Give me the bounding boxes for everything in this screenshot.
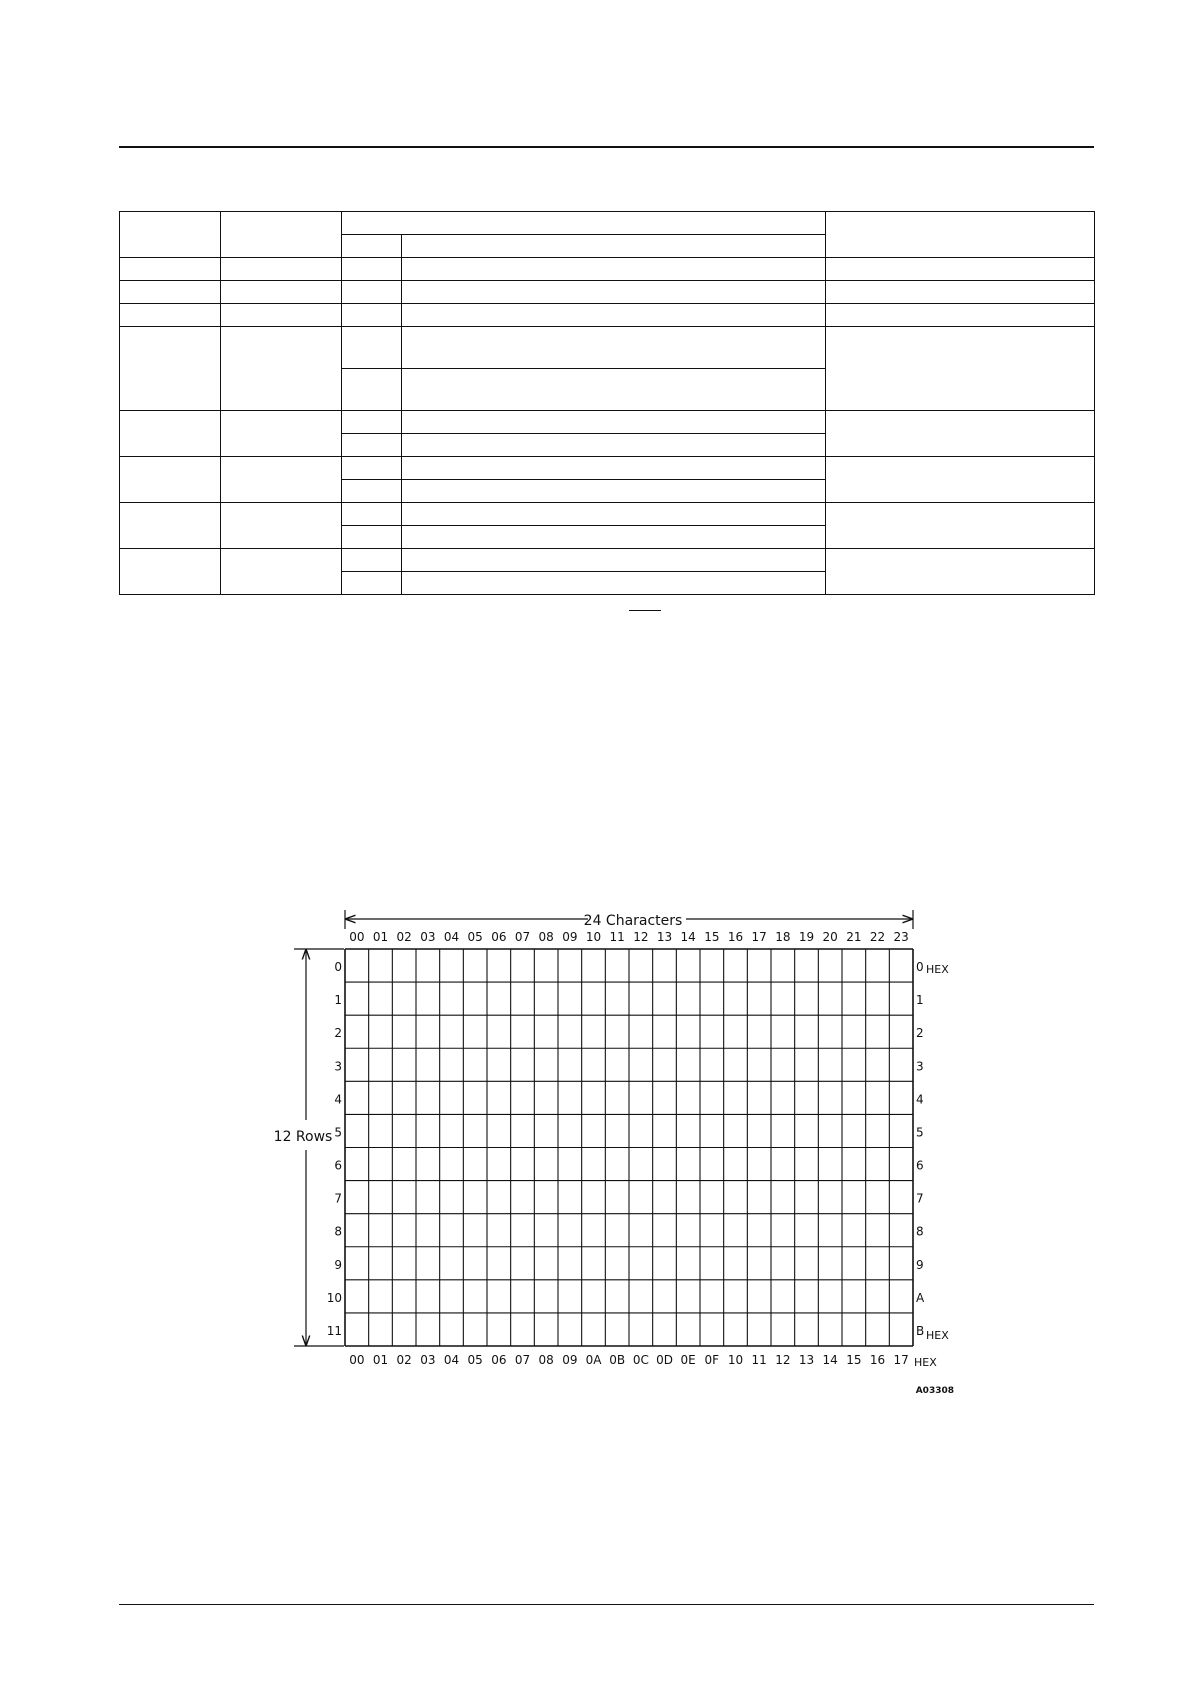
bottom-column-label: 0C	[632, 1353, 649, 1367]
bottom-column-label: 05	[467, 1353, 483, 1367]
bottom-column-label: 09	[562, 1353, 578, 1367]
bottom-column-label: 17	[893, 1353, 909, 1367]
grid-lines	[345, 949, 913, 1346]
bottom-column-label: 08	[538, 1353, 554, 1367]
hex-suffix-label: HEX	[914, 1356, 937, 1369]
top-column-label: 04	[443, 930, 460, 944]
top-column-label: 14	[680, 930, 696, 944]
left-row-label: 3	[334, 1059, 342, 1074]
top-column-label: 13	[656, 930, 673, 944]
bottom-column-label: 0D	[656, 1353, 673, 1367]
right-row-label: 4	[916, 1092, 924, 1107]
top-column-label: 02	[396, 930, 412, 944]
right-row-label: 8	[916, 1224, 924, 1239]
top-column-label: 07	[514, 930, 531, 944]
hex-suffix-label: HEX	[926, 1328, 949, 1342]
hex-suffix-label: HEX	[926, 963, 949, 976]
footer-rule	[119, 1604, 1094, 1605]
right-row-label: B	[916, 1323, 925, 1338]
bottom-column-label: 02	[396, 1353, 412, 1367]
right-row-label: 5	[916, 1125, 924, 1140]
bottom-column-label: 16	[869, 1353, 886, 1367]
left-row-label: 5	[334, 1125, 342, 1140]
bottom-column-label: 10	[727, 1353, 744, 1367]
top-column-label: 08	[538, 930, 554, 944]
top-column-label: 19	[798, 930, 815, 944]
left-row-label: 11	[326, 1323, 342, 1338]
top-column-label: 22	[869, 930, 886, 944]
left-row-label: 9	[334, 1257, 342, 1272]
left-row-label: 0	[334, 960, 342, 974]
top-column-label: 11	[609, 930, 625, 944]
bottom-column-label: 0F	[704, 1353, 720, 1367]
columns-title: 24 Characters	[583, 913, 683, 929]
bottom-column-label: 0B	[609, 1353, 626, 1367]
left-row-label: 6	[334, 1158, 342, 1173]
grid-labels	[327, 930, 950, 1369]
top-column-label: 05	[467, 930, 483, 944]
bottom-column-label: 0A	[585, 1353, 602, 1367]
bottom-column-label: 15	[846, 1353, 862, 1367]
left-row-label: 8	[334, 1224, 342, 1239]
top-column-label: 01	[372, 930, 389, 944]
right-row-label: 7	[916, 1191, 924, 1206]
top-column-label: 06	[491, 930, 507, 944]
right-row-label: 6	[916, 1158, 924, 1173]
top-column-label: 21	[846, 930, 862, 944]
left-row-label: 2	[334, 1026, 342, 1041]
top-column-label: 00	[349, 930, 365, 944]
left-row-label: 10	[326, 1290, 342, 1305]
bottom-column-label: 12	[775, 1353, 791, 1367]
bottom-column-label: 14	[822, 1353, 838, 1367]
bottom-column-label: 07	[514, 1353, 531, 1367]
right-row-label: A	[916, 1290, 925, 1305]
right-row-label: 3	[916, 1059, 924, 1074]
top-column-label: 18	[775, 930, 791, 944]
bottom-column-label: 0E	[680, 1353, 696, 1367]
bottom-column-label: 01	[372, 1353, 389, 1367]
top-column-label: 20	[822, 930, 838, 944]
top-column-label: 16	[727, 930, 744, 944]
bottom-column-label: 03	[420, 1353, 436, 1367]
left-row-label: 1	[334, 993, 342, 1008]
bottom-column-label: 04	[443, 1353, 460, 1367]
bottom-column-label: 00	[349, 1353, 365, 1367]
right-row-label: 1	[916, 993, 924, 1008]
left-row-label: 7	[334, 1191, 342, 1206]
right-row-label: 2	[916, 1026, 924, 1041]
bottom-column-label: 06	[491, 1353, 507, 1367]
left-row-label: 4	[334, 1092, 342, 1107]
top-column-label: 17	[751, 930, 767, 944]
rows-title: 12 Rows	[273, 1129, 333, 1145]
right-row-label: 0	[916, 960, 924, 974]
top-column-label: 15	[704, 930, 720, 944]
top-column-label: 09	[562, 930, 578, 944]
bottom-column-label: 13	[798, 1353, 815, 1367]
dimension-lines	[274, 910, 954, 1396]
right-row-label: 9	[916, 1257, 924, 1272]
figure-id: A03308	[915, 1386, 954, 1396]
bottom-column-label: 11	[751, 1353, 767, 1367]
top-column-label: 12	[633, 930, 649, 944]
top-column-label: 23	[893, 930, 909, 944]
top-column-label: 10	[585, 930, 602, 944]
top-column-label: 03	[420, 930, 436, 944]
